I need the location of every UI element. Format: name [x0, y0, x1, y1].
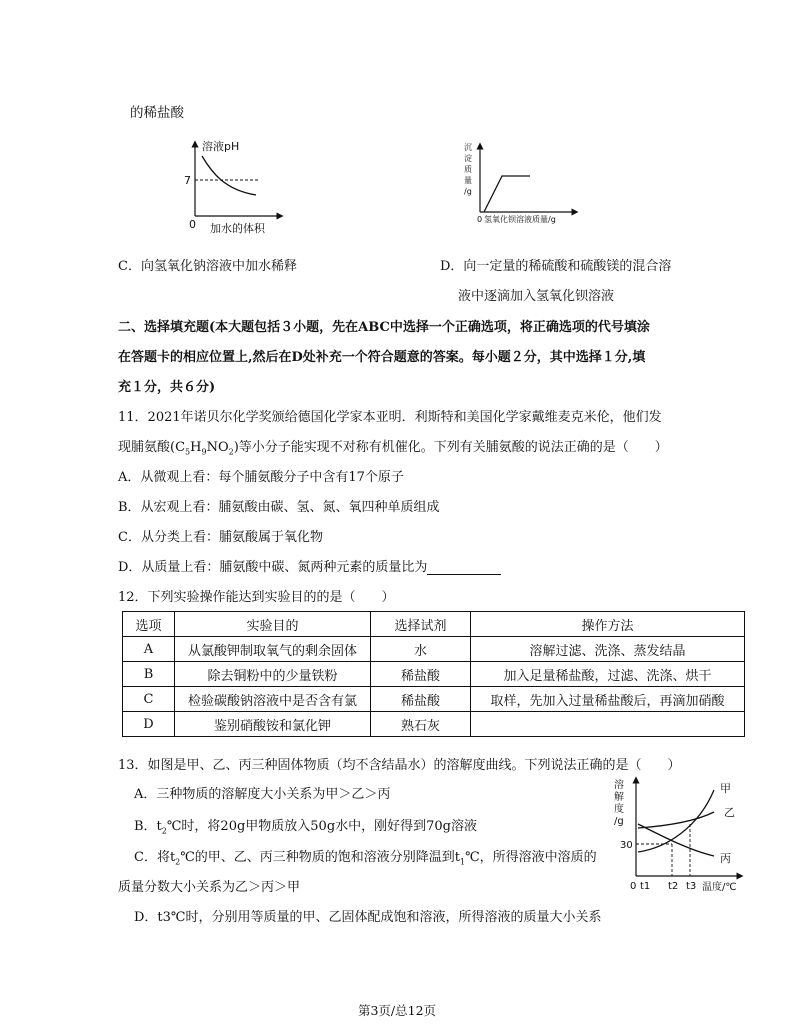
chart-xlabel: 温度/℃ [702, 882, 737, 893]
table-cell: B [123, 662, 175, 687]
solubility-chart [606, 776, 746, 894]
q13-option-b [134, 815, 477, 836]
table-cell: C [123, 687, 175, 712]
graph-d-ylabel-5: /g [464, 187, 472, 196]
q13-stem: 13．如图是甲、乙、丙三种固体物质（均不含结晶水）的溶解度曲线。下列说法正确的是（ ） [118, 758, 681, 773]
graph-d-ylabel-2: 淀 [464, 154, 472, 163]
text-fragment: C．将t [134, 850, 176, 865]
text-fragment: 现脯氨酸(C [118, 440, 186, 455]
table-row [123, 687, 745, 712]
text-fragment: 5 [185, 447, 191, 457]
q11-line2 [118, 436, 668, 457]
q11-option-b: B．从宏观上看：脯氨酸由碳、氢、氮、氧四种单质组成 [118, 500, 440, 515]
text-fragment: D．从质量上看：脯氨酸中碳、氮两种元素的质量比为 [118, 560, 428, 575]
text-fragment: 2 [175, 857, 181, 867]
section2-line2: 在答题卡的相应位置上,然后在D处补充一个符合题意的答案。每小题２分，其中选择１分,填 [118, 350, 646, 365]
table-row [123, 712, 745, 737]
chart-xtick-t1: t1 [640, 881, 651, 892]
table-cell: 从氯酸钾制取氧气的剩余固体 [175, 637, 371, 662]
table-header-row [123, 612, 745, 637]
text-fragment: 2 [228, 447, 234, 457]
table-cell: 稀盐酸 [371, 687, 471, 712]
page-footer: 第3页/总12页 [357, 1003, 437, 1018]
graph-d-ylabel-3: 质 [464, 165, 472, 174]
q12-table [122, 611, 745, 737]
graph-c-xlabel: 加水的体积 [210, 222, 265, 235]
text-fragment: )等小分子能实现不对称有机催化。下列有关脯氨酸的说法正确的是（ ） [233, 440, 668, 455]
chart-origin: 0 [630, 881, 637, 892]
table-cell: D [123, 712, 175, 737]
q13-option-c [134, 846, 597, 867]
text-fragment: B．t [134, 819, 162, 834]
graph-d-xlabel: 氢氧化钡溶液质量/g [484, 215, 556, 224]
graph-c-curve [202, 156, 256, 195]
series-line-yi [638, 812, 714, 828]
q11-option-c: C．从分类上看：脯氨酸属于氧化物 [118, 530, 323, 545]
graph-c-ph-curve [180, 138, 290, 238]
table-cell: 水 [371, 637, 471, 662]
table-cell: 熟石灰 [371, 712, 471, 737]
chart-xtick-t3: t3 [686, 881, 697, 892]
graph-d-precipitate [460, 140, 580, 230]
text-fragment: 2 [161, 826, 167, 836]
table-cell: A [123, 637, 175, 662]
option-d-prev-line2: 液中逐滴加入氢氧化钡溶液 [458, 289, 615, 304]
q13-option-a: A．三种物质的溶解度大小关系为甲＞乙＞丙 [134, 787, 391, 802]
table-header: 实验目的 [175, 612, 371, 637]
table-row [123, 662, 745, 687]
q12-stem: 12．下列实验操作能达到实验目的的是（ ） [118, 590, 395, 605]
table-header: 选择试剂 [371, 612, 471, 637]
text-fragment: ℃的甲、乙、丙三种物质的饱和溶液分别降温到t [180, 850, 461, 865]
text-fragment: 9 [201, 447, 207, 457]
prev-question-tail: 的稀盐酸 [130, 105, 184, 121]
chart-ytick-30: 30 [620, 840, 633, 851]
table-header: 操作方法 [471, 612, 745, 637]
option-c-prev: C．向氢氧化钠溶液中加水稀释 [118, 259, 297, 274]
section2-line1: 二、选择填充题(本大题包括３小题，先在ABC中选择一个正确选项，将正确选项的代号填涂 [118, 320, 650, 335]
graph-d-ylabel-1: 沉 [464, 143, 472, 152]
option-d-prev-line1: D．向一定量的稀硫酸和硫酸镁的混合溶 [440, 259, 672, 274]
q13-option-d: D．t3℃时，分别用等质量的甲、乙固体配成饱和溶液，所得溶液的质量大小关系 [134, 910, 602, 925]
answer-blank[interactable] [427, 560, 501, 575]
series-label-jia: 甲 [720, 782, 731, 795]
table-cell: 鉴别硝酸铵和氯化钾 [175, 712, 371, 737]
graph-d-origin: 0 [477, 215, 483, 224]
q13-option-c-line2: 质量分数大小关系为乙＞丙＞甲 [118, 880, 301, 895]
series-label-bing: 丙 [720, 852, 731, 865]
chart-ylabel-1: 溶 [614, 780, 624, 791]
graph-d-curve [484, 176, 530, 212]
graph-c-origin: 0 [189, 218, 196, 231]
table-cell: 取样，先加入过量稀盐酸后，再滴加硝酸 [471, 687, 745, 712]
chart-ylabel-4: /g [614, 816, 624, 827]
graph-c-ymark: 7 [184, 174, 191, 187]
chart-ylabel-3: 度 [614, 804, 624, 815]
text-fragment: 1 [460, 857, 466, 867]
q11-line1: 11．2021年诺贝尔化学奖颁给德国化学家本亚明．利斯特和美国化学家戴维麦克米伦，他们发 [118, 410, 662, 425]
table-cell: 除去铜粉中的少量铁粉 [175, 662, 371, 687]
table-cell: 溶解过滤、洗涤、蒸发结晶 [471, 637, 745, 662]
table-row [123, 637, 745, 662]
table-cell: 加入足量稀盐酸，过滤、洗涤、烘干 [471, 662, 745, 687]
table-cell: 检验碳酸钠溶液中是否含有氯 [175, 687, 371, 712]
text-fragment: H [190, 440, 202, 455]
text-fragment: ℃，所得溶液中溶质的 [465, 850, 597, 865]
text-fragment: NO [206, 440, 229, 455]
q11-option-d [118, 556, 501, 575]
section2-line3: 充１分，共６分) [118, 380, 216, 395]
series-label-yi: 乙 [724, 806, 735, 819]
graph-d-ylabel-4: 量 [464, 176, 472, 185]
q11-option-a: A．从微观上看：每个脯氨酸分子中含有17个原子 [118, 470, 404, 485]
table-cell [471, 712, 745, 737]
table-header: 选项 [123, 612, 175, 637]
graph-c-ylabel: 溶液pH [202, 140, 240, 153]
chart-xtick-t2: t2 [668, 881, 679, 892]
series-line-bing [638, 824, 714, 856]
text-fragment: ℃时，将20g甲物质放入50g水中，刚好得到70g溶液 [166, 819, 478, 834]
table-cell: 稀盐酸 [371, 662, 471, 687]
chart-ylabel-2: 解 [614, 792, 624, 803]
